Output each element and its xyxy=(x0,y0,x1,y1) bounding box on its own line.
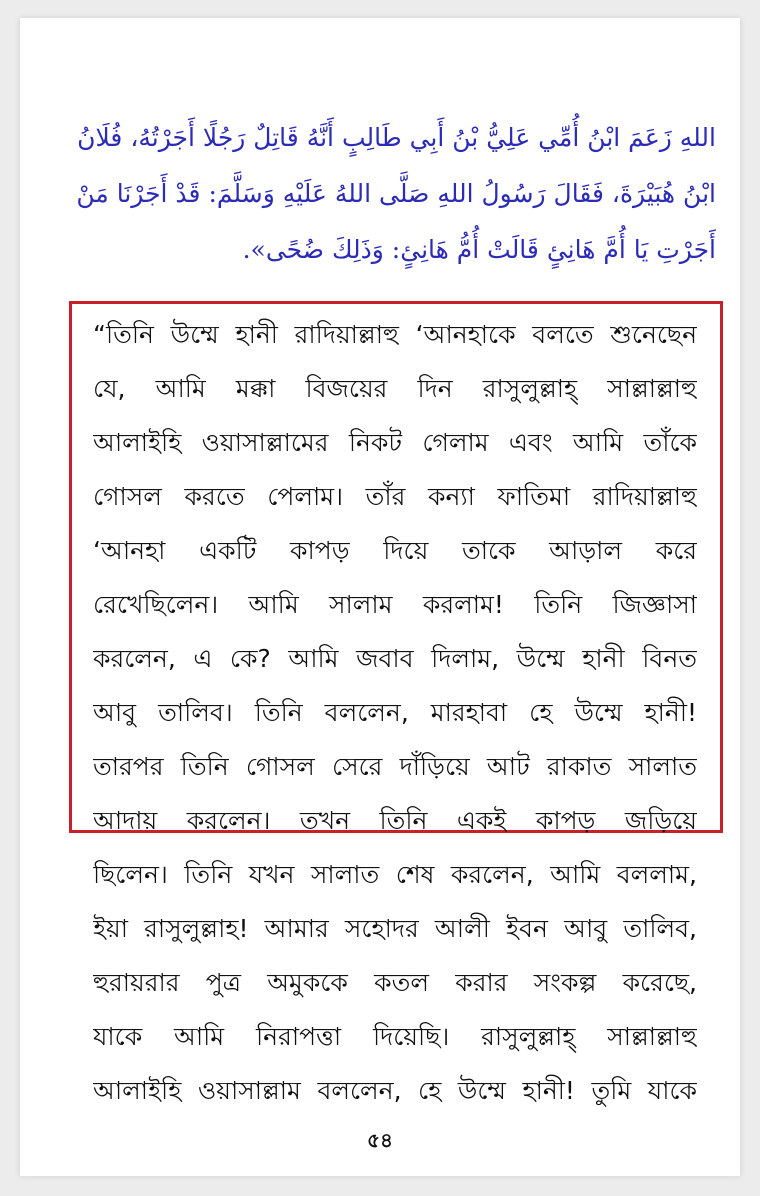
bengali-line: আদায় করলেন। তখন তিনি একই কাপড় জড়িয়ে xyxy=(93,806,697,835)
bengali-line: ‘আনহা একটি কাপড় দিয়ে তাকে আড়াল করে xyxy=(93,536,697,565)
arabic-line: ابْنُ هُبَيْرَةَ، فَقَالَ رَسُولُ اللهِ صَلَّى اللهُ عَلَيْهِ وَسَلَّمَ: قَدْ أَجَرْنَا مَنْ xyxy=(76,179,716,208)
arabic-hadith-text xyxy=(72,110,716,278)
bengali-line: যে, আমি মক্কা বিজয়ের দিন রাসুলুল্লাহ্ সাল্লাল্লাহু xyxy=(93,374,697,403)
bengali-line: করলেন, এ কে? আমি জবাব দিলাম, উম্মে হানী বিনত xyxy=(93,644,697,673)
bengali-line: হুরায়রার পুত্র অমুককে কতল করার সংকল্প করেছে, xyxy=(93,968,697,997)
bengali-line: যাকে আমি নিরাপত্তা দিয়েছি। রাসুলুল্লাহ্ সাল্লাল্লাহু xyxy=(93,1022,697,1051)
bengali-line: আলাইহি ওয়াসাল্লাম বললেন, হে উম্মে হানী! তুমি যাকে xyxy=(93,1076,697,1105)
arabic-line: أَجَرْتِ يَا أُمَّ هَانِئٍ قَالَتْ أُمُّ هَانِئٍ: وَذَلِكَ ضُحًى». xyxy=(242,235,716,264)
bengali-line: ছিলেন। তিনি যখন সালাত শেষ করলেন, আমি বললাম, xyxy=(93,860,697,889)
book-page xyxy=(20,18,740,1176)
bengali-line: রেখেছিলেন। আমি সালাম করলাম! তিনি জিজ্ঞাসা xyxy=(93,590,697,619)
page-number: ৫৪ xyxy=(367,1128,393,1152)
bengali-line: “তিনি উম্মে হানী রাদিয়াল্লাহু ‘আনহাকে বলতে শুনেছেন xyxy=(93,320,697,349)
bengali-translation-text xyxy=(93,308,697,1118)
bengali-line: আলাইহি ওয়াসাল্লামের নিকট গেলাম এবং আমি তাঁকে xyxy=(93,428,697,457)
bengali-line: গোসল করতে পেলাম। তাঁর কন্যা ফাতিমা রাদিয়াল্লাহু xyxy=(93,482,697,511)
bengali-line: ইয়া রাসুলুল্লাহ! আমার সহোদর আলী ইবন আবু তালিব, xyxy=(93,914,697,943)
bengali-line: আবু তালিব। তিনি বললেন, মারহাবা হে উম্মে হানী! xyxy=(93,698,697,727)
bengali-line: তারপর তিনি গোসল সেরে দাঁড়িয়ে আট রাকাত সালাত xyxy=(93,752,697,781)
arabic-line: اللهِ زَعَمَ ابْنُ أُمِّي عَلِيُّ بْنُ أَبِي طَالِبٍ أَنَّهُ قَاتِلٌ رَجُلًا أَجَرْتُهُ، فُلَانُ xyxy=(77,123,716,152)
